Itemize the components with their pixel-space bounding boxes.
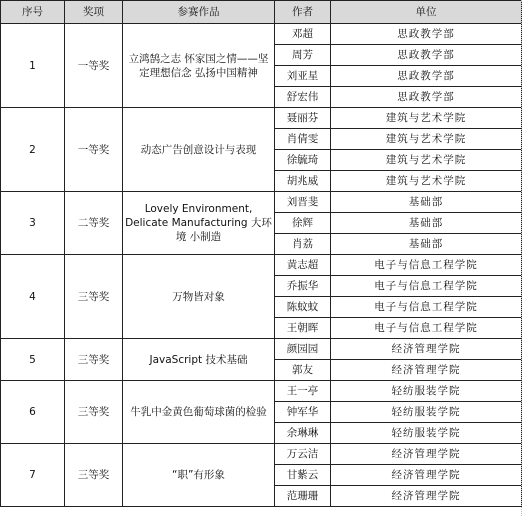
unit-cell: 电子与信息工程学院 — [331, 255, 522, 276]
entry-work: 立鸿鹄之志 怀家国之情——坚定理想信念 弘扬中国精神 — [123, 24, 275, 108]
header-row — [1, 1, 522, 24]
entry-number: 1 — [1, 24, 65, 108]
author-cell: 甘紫云 — [275, 465, 331, 486]
unit-cell: 经济管理学院 — [331, 465, 522, 486]
author-cell: 范珊珊 — [275, 486, 331, 507]
unit-cell: 电子与信息工程学院 — [331, 297, 522, 318]
author-cell: 胡兆威 — [275, 171, 331, 192]
header-unit: 单位 — [331, 1, 522, 24]
unit-cell: 经济管理学院 — [331, 486, 522, 507]
author-cell: 乔振华 — [275, 276, 331, 297]
author-cell: 刘亚星 — [275, 66, 331, 87]
header-work: 参赛作品 — [123, 1, 275, 24]
author-cell: 陈蚊蚊 — [275, 297, 331, 318]
table-row — [1, 108, 522, 129]
author-cell: 邓超 — [275, 24, 331, 45]
unit-cell: 思政教学部 — [331, 87, 522, 108]
author-cell: 聂丽芬 — [275, 108, 331, 129]
author-cell: 周芳 — [275, 45, 331, 66]
author-cell: 钟军华 — [275, 402, 331, 423]
unit-cell: 建筑与艺术学院 — [331, 129, 522, 150]
unit-cell: 经济管理学院 — [331, 339, 522, 360]
unit-cell: 基础部 — [331, 192, 522, 213]
awards-body — [1, 24, 522, 507]
page-edge-divider — [521, 0, 527, 516]
header-author: 作者 — [275, 1, 331, 24]
author-cell: 徐毓琦 — [275, 150, 331, 171]
table-row — [1, 381, 522, 402]
entry-number: 3 — [1, 192, 65, 255]
entry-award: 三等奖 — [65, 444, 123, 507]
entry-award: 三等奖 — [65, 381, 123, 444]
author-cell: 王一亭 — [275, 381, 331, 402]
table-row — [1, 339, 522, 360]
entry-award: 三等奖 — [65, 339, 123, 381]
header-no: 序号 — [1, 1, 65, 24]
header-award: 奖项 — [65, 1, 123, 24]
entry-award: 三等奖 — [65, 255, 123, 339]
entry-award: 二等奖 — [65, 192, 123, 255]
entry-work: JavaScript 技术基础 — [123, 339, 275, 381]
author-cell: 郭友 — [275, 360, 331, 381]
entry-number: 4 — [1, 255, 65, 339]
unit-cell: 轻纺服装学院 — [331, 381, 522, 402]
author-cell: 余琳琳 — [275, 423, 331, 444]
unit-cell: 轻纺服装学院 — [331, 402, 522, 423]
entry-number: 7 — [1, 444, 65, 507]
table-row — [1, 255, 522, 276]
unit-cell: 建筑与艺术学院 — [331, 108, 522, 129]
author-cell: 王朝晖 — [275, 318, 331, 339]
entry-work: 动态广告创意设计与表现 — [123, 108, 275, 192]
author-cell: 万云洁 — [275, 444, 331, 465]
unit-cell: 思政教学部 — [331, 24, 522, 45]
unit-cell: 基础部 — [331, 234, 522, 255]
author-cell: 黄志超 — [275, 255, 331, 276]
entry-work: “职”有形象 — [123, 444, 275, 507]
author-cell: 肖倩雯 — [275, 129, 331, 150]
unit-cell: 轻纺服装学院 — [331, 423, 522, 444]
unit-cell: 建筑与艺术学院 — [331, 171, 522, 192]
author-cell: 肖荔 — [275, 234, 331, 255]
unit-cell: 经济管理学院 — [331, 360, 522, 381]
author-cell: 刘晋斐 — [275, 192, 331, 213]
table-row — [1, 24, 522, 45]
entry-award: 一等奖 — [65, 108, 123, 192]
entry-work: 万物皆对象 — [123, 255, 275, 339]
unit-cell: 思政教学部 — [331, 45, 522, 66]
unit-cell: 经济管理学院 — [331, 444, 522, 465]
entry-work: Lovely Environment, Delicate Manufacturing 大环境 小制造 — [123, 192, 275, 255]
unit-cell: 思政教学部 — [331, 66, 522, 87]
table-row — [1, 192, 522, 213]
table-row — [1, 444, 522, 465]
entry-number: 6 — [1, 381, 65, 444]
unit-cell: 电子与信息工程学院 — [331, 276, 522, 297]
unit-cell: 电子与信息工程学院 — [331, 318, 522, 339]
entry-award: 一等奖 — [65, 24, 123, 108]
entry-number: 2 — [1, 108, 65, 192]
author-cell: 颜园园 — [275, 339, 331, 360]
entry-number: 5 — [1, 339, 65, 381]
entry-work: 牛乳中金黄色葡萄球菌的检验 — [123, 381, 275, 444]
unit-cell: 基础部 — [331, 213, 522, 234]
unit-cell: 建筑与艺术学院 — [331, 150, 522, 171]
author-cell: 徐辉 — [275, 213, 331, 234]
author-cell: 舒宏伟 — [275, 87, 331, 108]
